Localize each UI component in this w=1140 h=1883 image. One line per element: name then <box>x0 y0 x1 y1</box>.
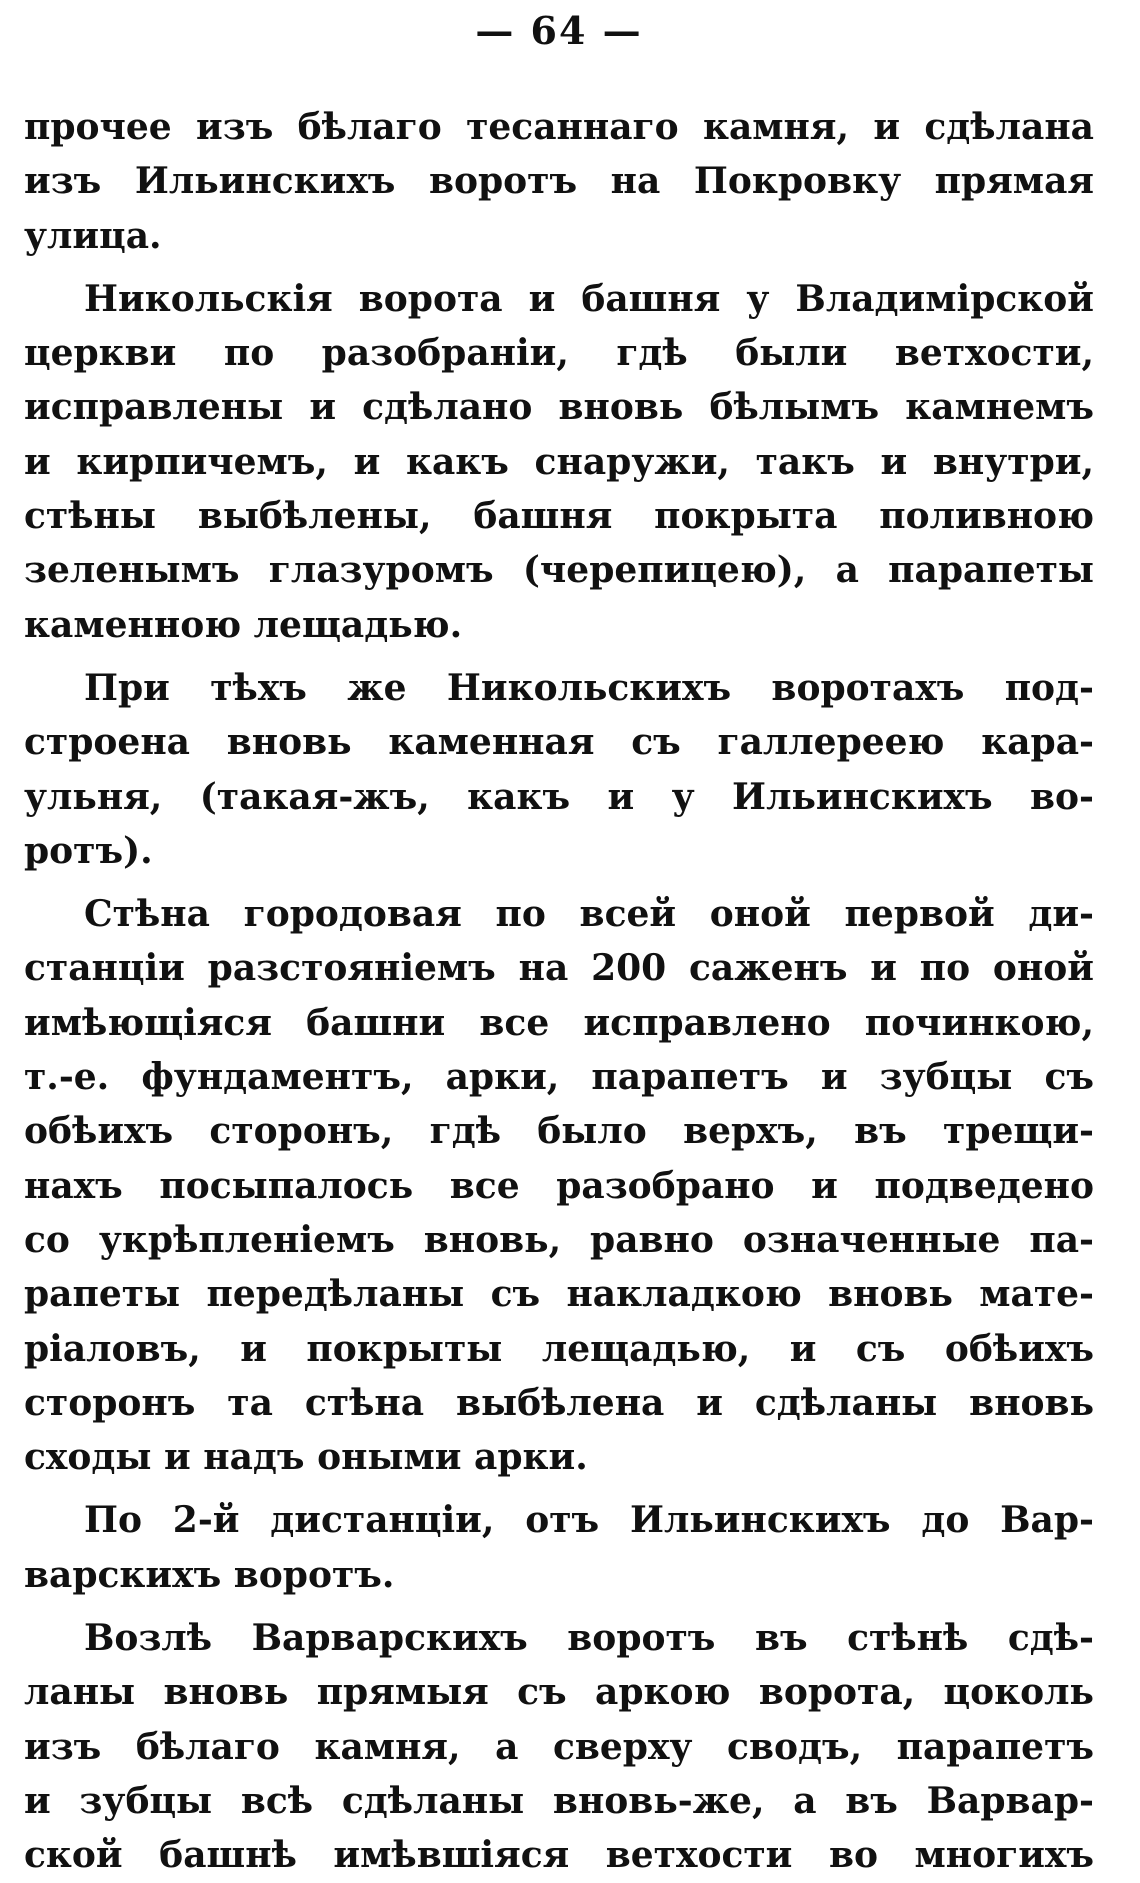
paragraph-5 <box>24 1493 1094 1602</box>
text-line: нахъ посыпалось все разобрано и подведено <box>24 1164 1094 1207</box>
text-line: со укрѣпленіемъ вновь, равно означенные па- <box>24 1218 1094 1261</box>
book-page <box>24 0 1094 1877</box>
text-line: изъ Ильинскихъ воротъ на Покровку прямая <box>24 160 1094 203</box>
text-line: церкви по разобраніи, гдѣ были ветхости, <box>24 332 1094 375</box>
text-line: исправлены и сдѣлано вновь бѣлымъ камнемъ <box>24 386 1094 429</box>
text-line: и зубцы всѣ сдѣланы вновь-же, а въ Варвар- <box>24 1779 1094 1822</box>
text-line: ротъ). <box>24 829 153 872</box>
text-line: Никольскія ворота и башня у Владимірской <box>84 277 1094 320</box>
text-line: прочее изъ бѣлаго тесаннаго камня, и сдѣлана <box>24 106 1094 148</box>
paragraph-6 <box>24 1611 1094 1882</box>
text-line: ланы вновь прямыя съ аркою ворота, цоколь <box>24 1671 1094 1714</box>
paragraph-2 <box>24 272 1094 652</box>
text-line: т.-е. фундаментъ, арки, парапетъ и зубцы съ <box>24 1056 1094 1099</box>
text-line: улица. <box>24 214 162 257</box>
text-line: ульня, (такая-жъ, какъ и у Ильинскихъ во- <box>24 775 1094 818</box>
text-line: стѣны выбѣлены, башня покрыта поливною <box>24 495 1094 538</box>
text-line: имѣющіяся башни все исправлено починкою, <box>24 1001 1094 1044</box>
text-line: каменною лещадью. <box>24 603 463 646</box>
paragraph-1 <box>24 100 1094 263</box>
text-line: и кирпичемъ, и какъ снаружи, такъ и внутри, <box>24 440 1094 483</box>
text-line: зеленымъ глазуромъ (черепицею), а парапеты <box>24 549 1094 592</box>
text-line: Возлѣ Варварскихъ воротъ въ стѣнѣ сдѣ- <box>84 1617 1094 1660</box>
text-line: ской башнѣ имѣвшіяся ветхости во многихъ <box>24 1834 1094 1877</box>
paragraph-4 <box>24 887 1094 1484</box>
text-line: изъ бѣлаго камня, а сверху сводъ, парапетъ <box>24 1725 1094 1768</box>
text-line: По 2-й дистанціи, отъ Ильинскихъ до Вар- <box>84 1499 1094 1542</box>
body-text <box>24 100 1094 1883</box>
text-line: варскихъ воротъ. <box>24 1553 395 1596</box>
page-number: — 64 — <box>475 8 643 53</box>
text-line: станціи разстояніемъ на 200 саженъ и по оной <box>24 947 1094 990</box>
text-line: строена вновь каменная съ галлереею кара- <box>24 721 1094 764</box>
text-line: обѣихъ сторонъ, гдѣ было верхъ, въ трещи- <box>24 1110 1094 1153</box>
text-line: сходы и надъ оными арки. <box>24 1436 588 1479</box>
text-line: сторонъ та стѣна выбѣлена и сдѣланы вновь <box>24 1381 1094 1424</box>
paragraph-3 <box>24 661 1094 878</box>
text-line: ріаловъ, и покрыты лещадью, и съ обѣихъ <box>24 1327 1094 1370</box>
text-line: рапеты передѣланы съ накладкою вновь мате- <box>24 1273 1094 1316</box>
text-line: Стѣна городовая по всей оной первой ди- <box>84 893 1094 936</box>
text-line: При тѣхъ же Никольскихъ воротахъ под- <box>84 666 1094 709</box>
